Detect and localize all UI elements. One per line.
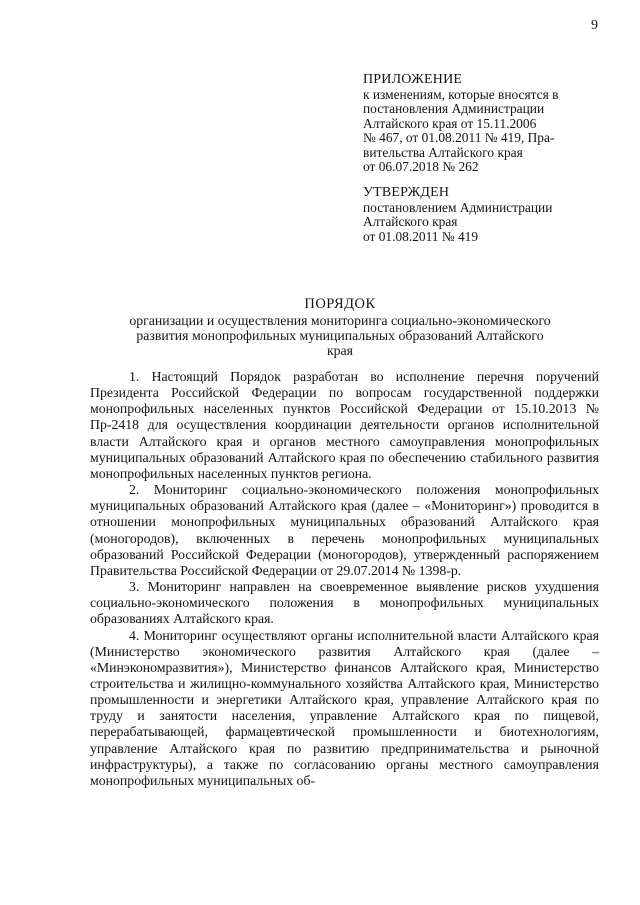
approved-heading: УТВЕРЖДЕН xyxy=(363,185,450,200)
document-body xyxy=(90,369,599,789)
title-word: ПОРЯДОК xyxy=(304,296,376,312)
approved-line: от 01.08.2011 № 419 xyxy=(363,228,479,244)
appendix-line: Алтайского края от 15.11.2006 xyxy=(363,115,537,131)
document-title xyxy=(90,296,590,358)
appendix-text xyxy=(363,88,591,174)
appendix-line: к изменениям, которые вносятся в xyxy=(363,87,559,102)
approved-text xyxy=(363,201,591,244)
approved-line: постановлением Администрации xyxy=(363,200,553,215)
appendix-line: от 06.07.2018 № 262 xyxy=(363,159,479,175)
appendix-line: постановления Администрации xyxy=(363,101,545,117)
appendix-line: вительства Алтайского края xyxy=(363,144,523,160)
title-line: развития монопрофильных муниципальных образований Алтайского xyxy=(136,328,544,343)
page-number: 9 xyxy=(591,18,598,33)
title-line: края xyxy=(326,343,354,358)
paragraph-2: 2. Мониторинг социально-экономического положения монопрофильных муниципальных образований Алтайского края (далее – «Мониторинг») проводится в отношении монопрофильных муниципальных образований Алтайского края (моногородов), включенных в перечень монопрофильных муниципальных образований Российской Федерации (моногородов), утвержденный распоряжением Правительства Российской Федерации от 29.07.2014 № 1398-р. xyxy=(90,482,599,578)
approved-block xyxy=(363,185,591,244)
appendix-line: № 467, от 01.08.2011 № 419, Пра- xyxy=(363,130,555,146)
appendix-heading: ПРИЛОЖЕНИЕ xyxy=(363,72,463,87)
paragraph-1: 1. Настоящий Порядок разработан во исполнение перечня поручений Президента Российской Федерации по вопросам государственной поддержки монопрофильных населенных пунктов Российской Федерации от 15.10.2013 № Пр-2418 для осуществления координации деятельности органов исполнительной власти Алтайского края и органов местного самоуправления монопрофильных муниципальных образований Алтайского края по обеспечению стабильного развития монопрофильных населенных пунктов региона. xyxy=(90,369,599,481)
approved-line: Алтайского края xyxy=(363,214,458,230)
appendix-block xyxy=(363,72,591,174)
title-line: организации и осуществления мониторинга социально-экономического xyxy=(129,313,551,328)
paragraph-3: 3. Мониторинг направлен на своевременное выявление рисков ухудшения социально-экономического положения в монопрофильных муниципальных образованиях Алтайского края. xyxy=(90,579,599,627)
paragraph-4: 4. Мониторинг осуществляют органы исполнительной власти Алтайского края (Министерство экономического развития Алтайского края (далее – «Минэкономразвития»), Министерство финансов Алтайского края, Министерство строительства и жилищно-коммунального хозяйства Алтайского края, Министерство промышленности и энергетики Алтайского края, управление Алтайского края по труду и занятости населения, управление Алтайского края по пищевой, перерабатывающей, фармацевтической промышленности и биотехнологиям, управление Алтайского края по развитию предпринимательства и рыночной инфраструктуры), а также по согласованию органы местного самоуправления монопрофильных муниципальных об- xyxy=(90,627,599,788)
